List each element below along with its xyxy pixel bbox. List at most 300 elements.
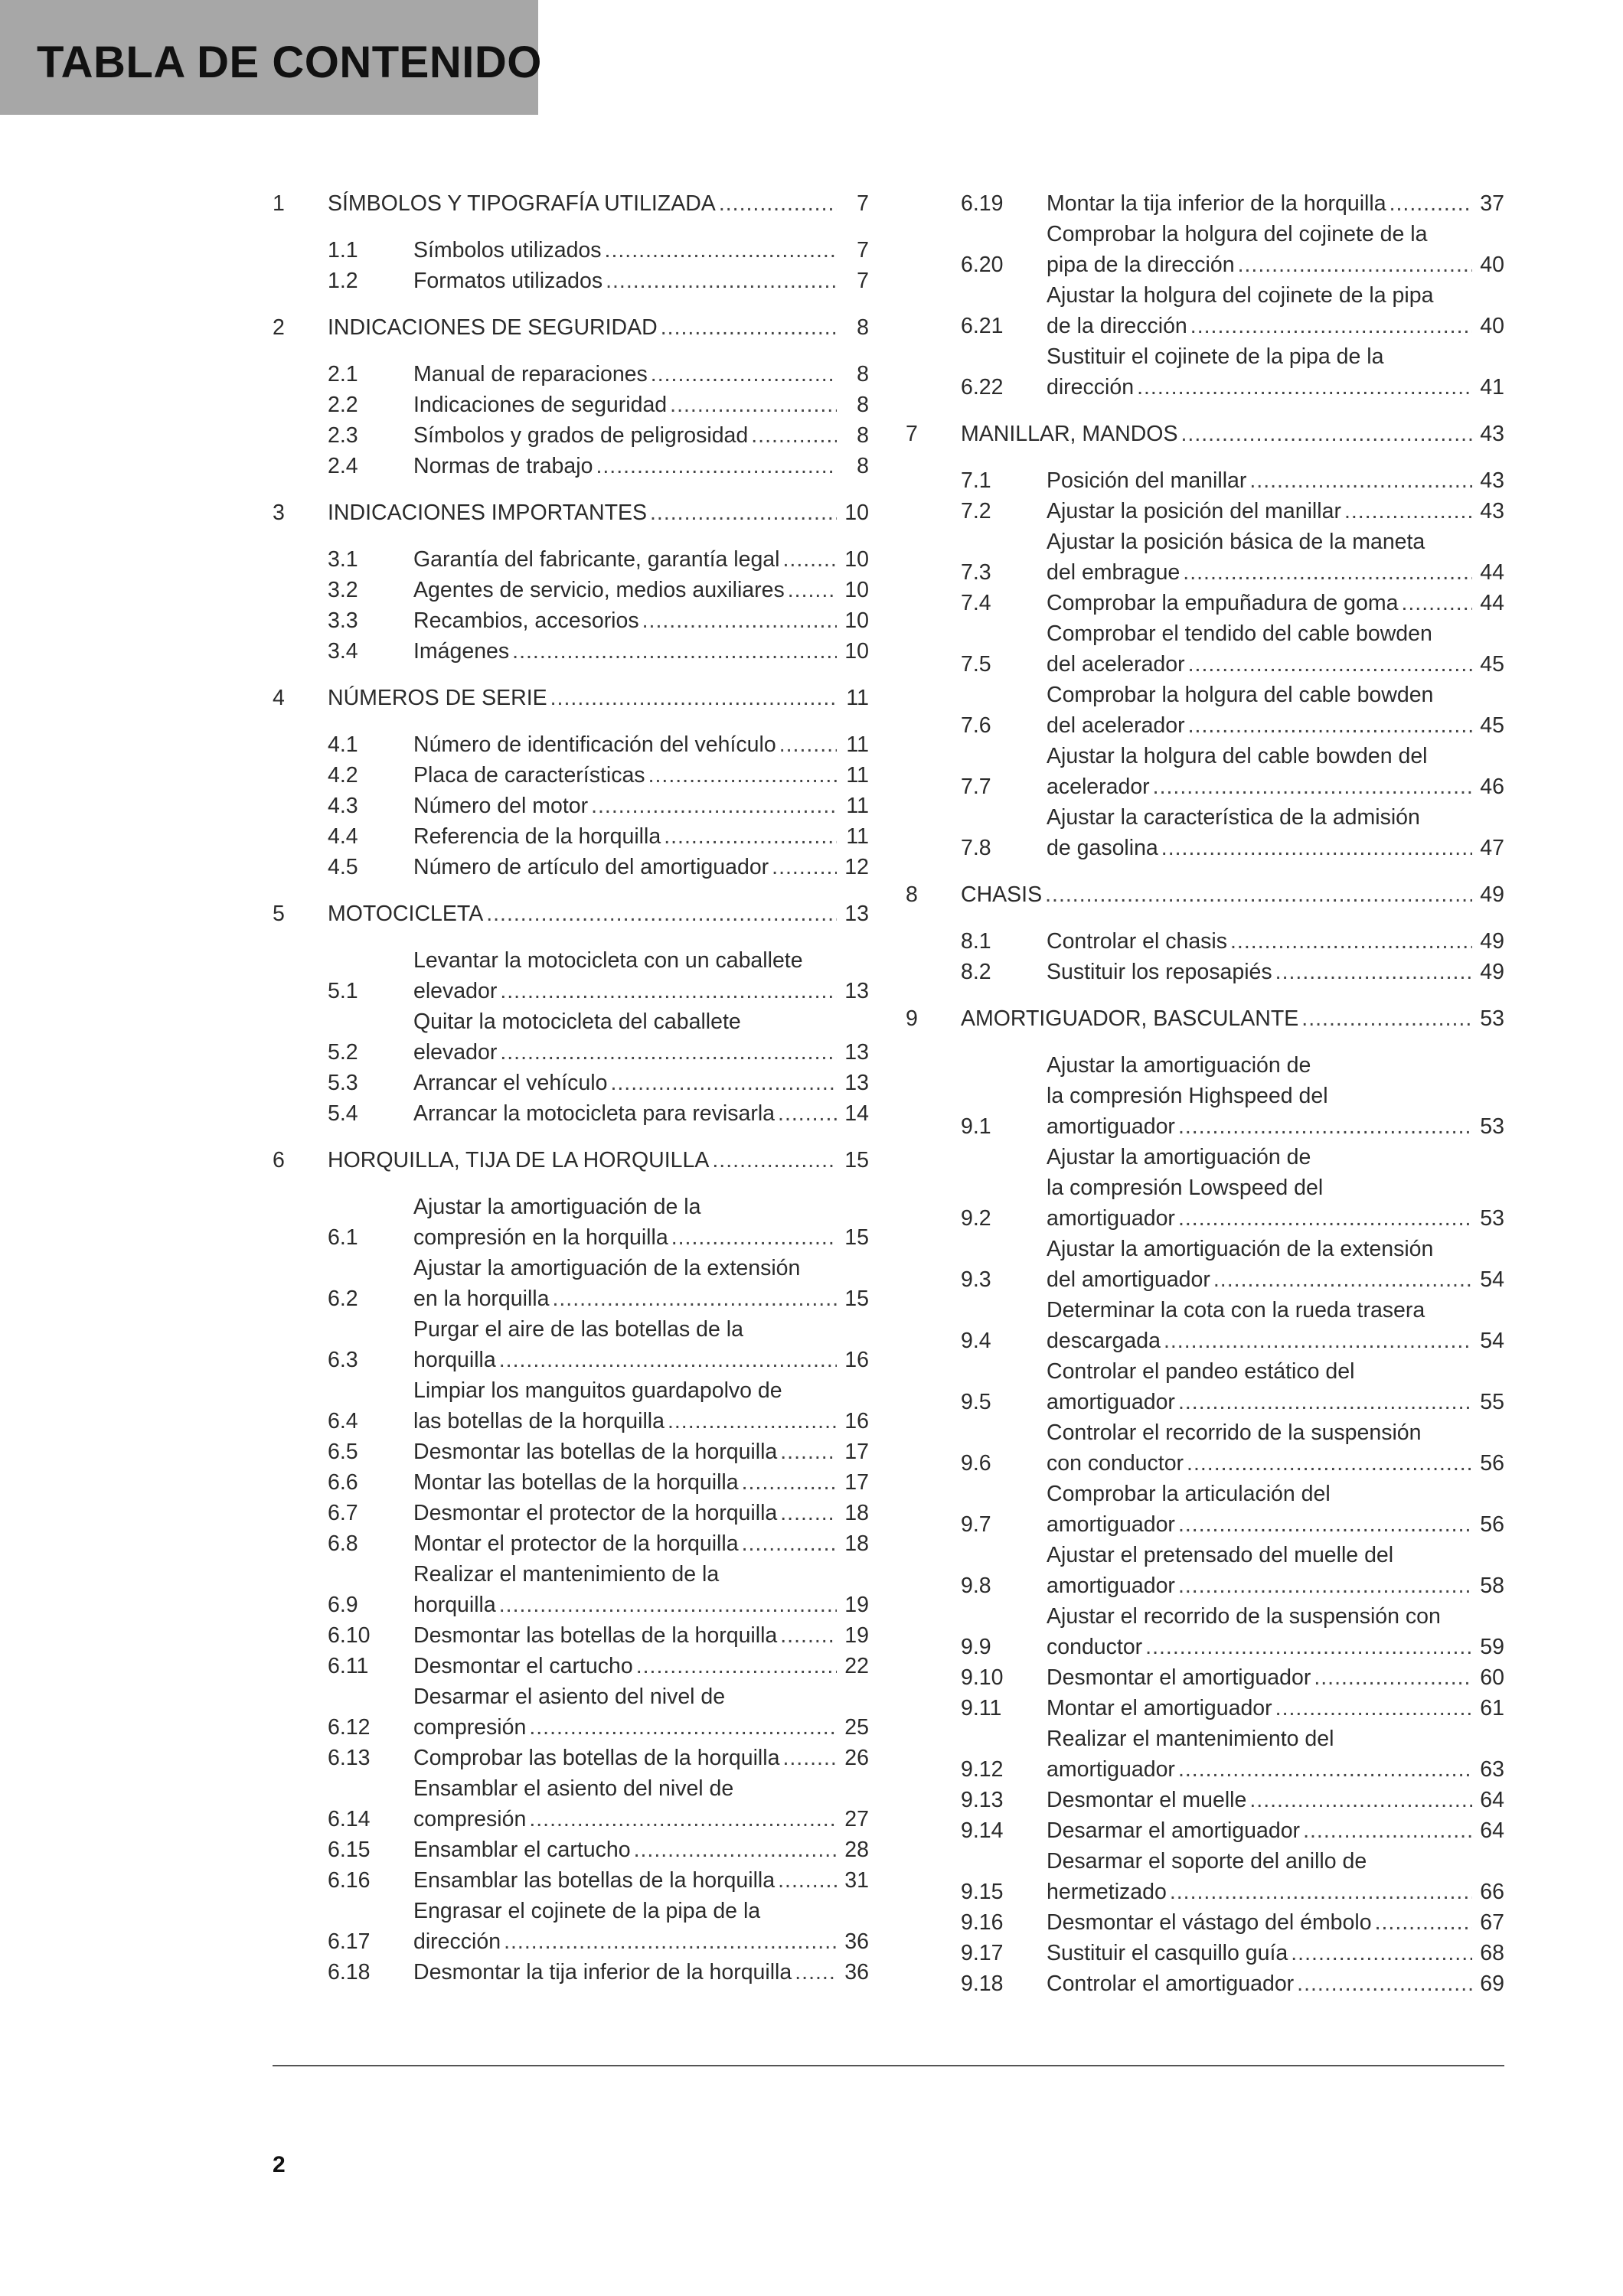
entry-title-text: Imágenes <box>413 639 510 664</box>
entry-number: 9.12 <box>961 1757 1004 1782</box>
entry-title-text: acelerador <box>1047 775 1150 799</box>
entry-title-text: Desmontar el cartucho <box>413 1654 633 1678</box>
entry-number: 6.13 <box>328 1746 371 1770</box>
entry-title-text: Comprobar la holgura del cable bowden <box>1047 683 1434 707</box>
entry-title <box>413 1375 869 1437</box>
entry-title-text: compresión en la horquilla <box>413 1225 668 1250</box>
entry-title-line <box>1047 1326 1504 1356</box>
entry-title-text: compresión <box>413 1715 527 1740</box>
dot-leader <box>500 976 837 1006</box>
entry-number: 6.2 <box>328 1287 358 1311</box>
toc-section[interactable] <box>273 188 869 219</box>
entry-page: 56 <box>1480 1451 1504 1476</box>
entry-number: 9.14 <box>961 1818 1004 1843</box>
entry-page: 49 <box>1480 960 1504 984</box>
entry-title-line <box>413 729 869 760</box>
entry-title-line <box>1047 1570 1504 1601</box>
dot-leader <box>742 1528 837 1559</box>
entry-title-text: Número del motor <box>413 794 589 818</box>
entry-title-line <box>413 1835 869 1865</box>
toc-entry[interactable] <box>273 852 869 882</box>
entry-title-line <box>1047 1754 1504 1785</box>
entry-title-line <box>413 1068 869 1098</box>
entry-title-text: dirección <box>1047 375 1135 400</box>
entry-title <box>413 544 869 575</box>
entry-title-line <box>413 1651 869 1681</box>
dot-leader <box>550 683 837 713</box>
entry-title-line <box>1047 1417 1504 1448</box>
entry-title <box>413 1620 869 1651</box>
entry-title-text: Número de identificación del vehículo <box>413 732 776 757</box>
entry-title-text: amortiguador <box>1047 1574 1175 1598</box>
entry-title-text: compresión <box>413 1807 527 1831</box>
entry-page: 68 <box>1480 1941 1504 1965</box>
toc-entry[interactable] <box>273 420 869 451</box>
entry-title-text: Agentes de servicio, medios auxiliares <box>413 578 785 602</box>
entry-number: 3.3 <box>328 608 358 633</box>
entry-title-line <box>413 1712 869 1743</box>
entry-title-line <box>413 791 869 821</box>
toc-entry[interactable] <box>906 527 1504 588</box>
toc-entry[interactable] <box>273 945 869 1006</box>
toc-entry[interactable] <box>906 1724 1504 1785</box>
entry-title-line <box>1047 802 1504 833</box>
dot-leader <box>1390 188 1472 219</box>
entry-title-line <box>413 1926 869 1957</box>
entry-title <box>1047 1662 1504 1693</box>
entry-page: 40 <box>1480 314 1504 338</box>
entry-title-line <box>413 1590 869 1620</box>
toc-entry[interactable] <box>273 821 869 852</box>
toc-entry[interactable] <box>906 1540 1504 1601</box>
entry-title-line <box>413 760 869 791</box>
section-title <box>328 497 869 528</box>
toc-entry[interactable] <box>273 1743 869 1773</box>
section-title-line <box>328 1145 869 1176</box>
entry-title-text: Levantar la motocicleta con un caballete <box>413 948 803 973</box>
entry-number: 2.4 <box>328 454 358 478</box>
dot-leader <box>552 1283 837 1314</box>
entry-title-text: dirección <box>413 1929 501 1954</box>
toc-entry[interactable] <box>906 957 1504 987</box>
dot-leader <box>1178 1111 1472 1142</box>
entry-title-line <box>413 1896 869 1926</box>
entry-number: 1.1 <box>328 238 358 263</box>
page-title: TABLA DE CONTENIDO <box>37 38 542 87</box>
entry-title-text: Ajustar la amortiguación de la <box>413 1195 701 1219</box>
dot-leader <box>486 899 837 929</box>
section-page: 8 <box>857 315 869 340</box>
toc-entry[interactable] <box>273 1651 869 1681</box>
page-number: 2 <box>273 2152 286 2177</box>
entry-title-text: Ajustar el pretensado del muelle del <box>1047 1543 1394 1567</box>
entry-page: 53 <box>1480 1114 1504 1139</box>
toc-section[interactable] <box>273 683 869 713</box>
entry-title <box>413 1835 869 1865</box>
section-title-line <box>961 1003 1504 1034</box>
dot-leader <box>1238 249 1472 280</box>
entry-page: 10 <box>844 547 869 572</box>
section-title-text: NÚMEROS DE SERIE <box>328 686 547 710</box>
entry-title <box>413 235 869 266</box>
entry-title-text: Desmontar el muelle <box>1047 1788 1247 1812</box>
entry-title-text: amortiguador <box>1047 1512 1175 1537</box>
entry-title-text: Ensamblar las botellas de la horquilla <box>413 1868 776 1893</box>
toc-entry[interactable] <box>906 1050 1504 1142</box>
entry-number: 6.7 <box>328 1501 358 1525</box>
toc-entry[interactable] <box>906 618 1504 680</box>
entry-page: 12 <box>844 855 869 879</box>
toc-entry[interactable] <box>906 219 1504 280</box>
dot-leader <box>664 821 837 852</box>
entry-title <box>1047 465 1504 496</box>
entry-title <box>1047 1234 1504 1295</box>
entry-title <box>413 729 869 760</box>
entry-number: 2.2 <box>328 393 358 417</box>
entry-title-line <box>413 544 869 575</box>
entry-title-line <box>413 636 869 667</box>
entry-title-text: Ajustar la amortiguación de <box>1047 1145 1311 1169</box>
toc-entry[interactable] <box>273 1620 869 1651</box>
toc-entry[interactable] <box>906 1846 1504 1907</box>
entry-title-line <box>1047 311 1504 341</box>
dot-leader <box>1297 1968 1472 1999</box>
toc-entry[interactable] <box>906 341 1504 403</box>
entry-title <box>413 636 869 667</box>
entry-page: 19 <box>844 1623 869 1648</box>
toc-entry[interactable] <box>906 680 1504 741</box>
toc-entry[interactable] <box>906 1968 1504 1999</box>
entry-title-line <box>413 1406 869 1437</box>
toc-entry[interactable] <box>273 1957 869 1988</box>
entry-page: 37 <box>1480 191 1504 216</box>
entry-title <box>1047 527 1504 588</box>
entry-title-text: Arrancar la motocicleta para revisarla <box>413 1101 776 1126</box>
toc-entry[interactable] <box>273 636 869 667</box>
toc-entry[interactable] <box>273 1865 869 1896</box>
entry-title-line <box>1047 188 1504 219</box>
entry-page: 25 <box>844 1715 869 1740</box>
entry-number: 3.2 <box>328 578 358 602</box>
entry-title-line <box>1047 465 1504 496</box>
toc-section[interactable] <box>273 1145 869 1176</box>
toc-entry[interactable] <box>273 1098 869 1129</box>
toc-entry[interactable] <box>273 1068 869 1098</box>
section-title <box>961 879 1504 910</box>
section-title-line <box>961 879 1504 910</box>
dot-leader <box>610 1068 837 1098</box>
toc-entry[interactable] <box>273 1467 869 1498</box>
toc-entry[interactable] <box>273 451 869 481</box>
entry-page: 11 <box>846 732 869 757</box>
dot-leader <box>1188 649 1472 680</box>
toc-entry[interactable] <box>273 1253 869 1314</box>
entry-page: 53 <box>1480 1206 1504 1231</box>
toc-entry[interactable] <box>906 1693 1504 1724</box>
toc-entry[interactable] <box>273 729 869 760</box>
entry-title <box>413 945 869 1006</box>
entry-page: 16 <box>844 1348 869 1372</box>
entry-title-line <box>413 1345 869 1375</box>
toc-entry[interactable] <box>273 1681 869 1743</box>
section-title-line <box>328 188 869 219</box>
entry-number: 6.10 <box>328 1623 371 1648</box>
dot-leader <box>1137 372 1472 403</box>
entry-title <box>1047 1479 1504 1540</box>
entry-page: 13 <box>844 1040 869 1065</box>
dot-leader <box>1183 557 1472 588</box>
entry-title-line <box>1047 557 1504 588</box>
entry-title-text: horquilla <box>413 1348 496 1372</box>
toc-entry[interactable] <box>273 791 869 821</box>
toc-entry[interactable] <box>273 390 869 420</box>
entry-title-text: Comprobar la holgura del cojinete de la <box>1047 222 1428 246</box>
entry-title-text: Ajustar el recorrido de la suspensión con <box>1047 1604 1441 1629</box>
toc-section[interactable] <box>273 497 869 528</box>
dot-leader <box>1291 1938 1472 1968</box>
toc-entry[interactable] <box>273 760 869 791</box>
toc-entry[interactable] <box>906 1479 1504 1540</box>
entry-title <box>1047 741 1504 802</box>
entry-title-line <box>413 1559 869 1590</box>
entry-page: 69 <box>1480 1971 1504 1996</box>
entry-title <box>413 1006 869 1068</box>
toc-entry[interactable] <box>906 1785 1504 1815</box>
entry-title-text: Recambios, accesorios <box>413 608 639 633</box>
toc-entry[interactable] <box>273 1559 869 1620</box>
entry-page: 11 <box>846 824 869 849</box>
entry-title-line <box>413 1037 869 1068</box>
entry-page: 17 <box>844 1470 869 1495</box>
dot-leader <box>1178 1754 1472 1785</box>
entry-title-line <box>1047 1050 1504 1081</box>
dot-leader <box>742 1467 837 1498</box>
entry-title-text: Ajustar la amortiguación de la extensión <box>413 1256 801 1280</box>
entry-title-line <box>413 945 869 976</box>
entry-title-line <box>413 1437 869 1467</box>
entry-title-line <box>1047 1387 1504 1417</box>
toc-entry[interactable] <box>906 280 1504 341</box>
entry-number: 6.17 <box>328 1929 371 1954</box>
entry-title-text: las botellas de la horquilla <box>413 1409 665 1433</box>
entry-title-line <box>1047 1081 1504 1111</box>
entry-title-line <box>413 1314 869 1345</box>
toc-entry[interactable] <box>906 1234 1504 1295</box>
toc-entry[interactable] <box>906 926 1504 957</box>
entry-title-line <box>1047 1264 1504 1295</box>
entry-number: 7.5 <box>961 652 991 677</box>
entry-page: 45 <box>1480 713 1504 738</box>
section-title <box>961 1003 1504 1034</box>
dot-leader <box>1187 1448 1472 1479</box>
entry-title <box>1047 1785 1504 1815</box>
toc-entry[interactable] <box>273 544 869 575</box>
entry-title <box>1047 1724 1504 1785</box>
toc-entry[interactable] <box>906 1938 1504 1968</box>
entry-title-text: horquilla <box>413 1593 496 1617</box>
entry-title-text: la compresión Highspeed del <box>1047 1084 1328 1108</box>
dot-leader <box>1145 1632 1472 1662</box>
entry-title <box>1047 1050 1504 1142</box>
toc-entry[interactable] <box>906 1907 1504 1938</box>
entry-title <box>413 266 869 296</box>
entry-title <box>1047 341 1504 403</box>
entry-number: 9.9 <box>961 1635 991 1659</box>
toc-entry[interactable] <box>906 802 1504 863</box>
entry-title-line <box>413 1283 869 1314</box>
entry-number: 7.3 <box>961 560 991 585</box>
toc-entry[interactable] <box>273 1896 869 1957</box>
entry-title-line <box>413 1192 869 1222</box>
entry-title <box>413 1253 869 1314</box>
entry-title-text: Referencia de la horquilla <box>413 824 661 849</box>
entry-page: 8 <box>857 423 869 448</box>
entry-title <box>413 1681 869 1743</box>
toc-entry[interactable] <box>273 605 869 636</box>
dot-leader <box>670 390 837 420</box>
toc-entry[interactable] <box>273 1773 869 1835</box>
entry-page: 58 <box>1480 1574 1504 1598</box>
entry-page: 31 <box>844 1868 869 1893</box>
toc-section[interactable] <box>906 1003 1504 1034</box>
entry-title-text: Controlar el pandeo estático del <box>1047 1359 1355 1384</box>
toc-entry[interactable] <box>273 1375 869 1437</box>
entry-title <box>413 420 869 451</box>
entry-title <box>1047 1815 1504 1846</box>
entry-title-line <box>1047 280 1504 311</box>
section-title <box>961 419 1504 449</box>
section-page: 13 <box>844 902 869 926</box>
dot-leader <box>596 451 837 481</box>
entry-page: 36 <box>844 1960 869 1985</box>
toc-entry[interactable] <box>273 575 869 605</box>
toc-entry[interactable] <box>906 188 1504 219</box>
entry-title-text: descargada <box>1047 1329 1161 1353</box>
dot-leader <box>651 359 837 390</box>
section-page: 11 <box>846 686 869 710</box>
toc-entry[interactable] <box>273 1006 869 1068</box>
entry-page: 54 <box>1480 1267 1504 1292</box>
entry-number: 4.1 <box>328 732 358 757</box>
toc-section[interactable] <box>906 419 1504 449</box>
entry-number: 6.11 <box>328 1654 369 1678</box>
entry-page: 46 <box>1480 775 1504 799</box>
dot-leader <box>788 575 837 605</box>
entry-title-text: Desmontar el vástago del émbolo <box>1047 1910 1372 1935</box>
entry-title <box>1047 1907 1504 1938</box>
toc-entry[interactable] <box>906 1295 1504 1356</box>
toc-entry[interactable] <box>273 1314 869 1375</box>
dot-leader <box>512 636 837 667</box>
section-title-text: CHASIS <box>961 882 1043 907</box>
entry-title-text: Comprobar las botellas de la horquilla <box>413 1746 780 1770</box>
entry-title-text: Formatos utilizados <box>413 269 603 293</box>
entry-page: 67 <box>1480 1910 1504 1935</box>
entry-title-text: Desmontar las botellas de la horquilla <box>413 1440 778 1464</box>
dot-leader <box>778 1098 837 1129</box>
dot-leader <box>606 266 837 296</box>
toc-entry[interactable] <box>906 1142 1504 1234</box>
toc-entry[interactable] <box>273 235 869 266</box>
entry-title-text: amortiguador <box>1047 1390 1175 1414</box>
entry-title-line <box>1047 1815 1504 1846</box>
section-title-text: INDICACIONES IMPORTANTES <box>328 501 647 525</box>
dot-leader <box>782 544 837 575</box>
dot-leader <box>779 729 837 760</box>
entry-title-text: Desarmar el amortiguador <box>1047 1818 1301 1843</box>
dot-leader <box>1275 957 1472 987</box>
entry-title-text: Ajustar la holgura del cojinete de la pipa <box>1047 283 1434 308</box>
entry-title-text: Realizar el mantenimiento del <box>1047 1727 1334 1751</box>
toc-entry[interactable] <box>906 588 1504 618</box>
entry-page: 28 <box>844 1838 869 1862</box>
toc-entry[interactable] <box>906 1417 1504 1479</box>
entry-title <box>413 359 869 390</box>
toc-entry[interactable] <box>906 496 1504 527</box>
toc-entry[interactable] <box>906 1601 1504 1662</box>
entry-page: 18 <box>844 1531 869 1556</box>
dot-leader <box>634 1835 837 1865</box>
toc-entry[interactable] <box>273 1192 869 1253</box>
entry-page: 26 <box>844 1746 869 1770</box>
toc-section[interactable] <box>906 879 1504 910</box>
entry-title-text: Controlar el chasis <box>1047 929 1228 954</box>
toc-entry[interactable] <box>273 359 869 390</box>
toc-section[interactable] <box>273 899 869 929</box>
toc-entry[interactable] <box>273 1528 869 1559</box>
toc-entry[interactable] <box>906 1356 1504 1417</box>
entry-page: 49 <box>1480 929 1504 954</box>
entry-number: 6.8 <box>328 1531 358 1556</box>
toc-entry[interactable] <box>906 741 1504 802</box>
entry-title-text: Desmontar las botellas de la horquilla <box>413 1623 778 1648</box>
entry-title <box>1047 957 1504 987</box>
toc-entry[interactable] <box>273 1437 869 1467</box>
section-title <box>328 683 869 713</box>
entry-page: 64 <box>1480 1818 1504 1843</box>
entry-number: 9.2 <box>961 1206 991 1231</box>
entry-title-line <box>413 1098 869 1129</box>
entry-title-text: la compresión Lowspeed del <box>1047 1176 1324 1200</box>
toc-section[interactable] <box>273 312 869 343</box>
entry-number: 7.8 <box>961 836 991 860</box>
entry-page: 22 <box>844 1654 869 1678</box>
entry-title-text: Arrancar el vehículo <box>413 1071 608 1095</box>
toc-entry[interactable] <box>273 266 869 296</box>
entry-title <box>1047 588 1504 618</box>
entry-title-text: Comprobar la articulación del <box>1047 1482 1331 1506</box>
toc-entry[interactable] <box>273 1498 869 1528</box>
toc-entry[interactable] <box>273 1835 869 1865</box>
toc-entry[interactable] <box>906 1815 1504 1846</box>
toc-entry[interactable] <box>906 465 1504 496</box>
entry-title-line <box>413 266 869 296</box>
entry-title-line <box>1047 1693 1504 1724</box>
entry-page: 19 <box>844 1593 869 1617</box>
entry-title-text: Realizar el mantenimiento de la <box>413 1562 720 1587</box>
entry-title <box>1047 1601 1504 1662</box>
toc-entry[interactable] <box>906 1662 1504 1693</box>
entry-page: 27 <box>844 1807 869 1831</box>
section-number: 4 <box>273 686 285 710</box>
entry-title <box>1047 802 1504 863</box>
entry-title <box>413 1559 869 1620</box>
section-page: 53 <box>1480 1006 1504 1031</box>
entry-title-line <box>1047 1540 1504 1570</box>
section-page: 10 <box>844 501 869 525</box>
entry-title-text: con conductor <box>1047 1451 1184 1476</box>
dot-leader <box>650 497 837 528</box>
